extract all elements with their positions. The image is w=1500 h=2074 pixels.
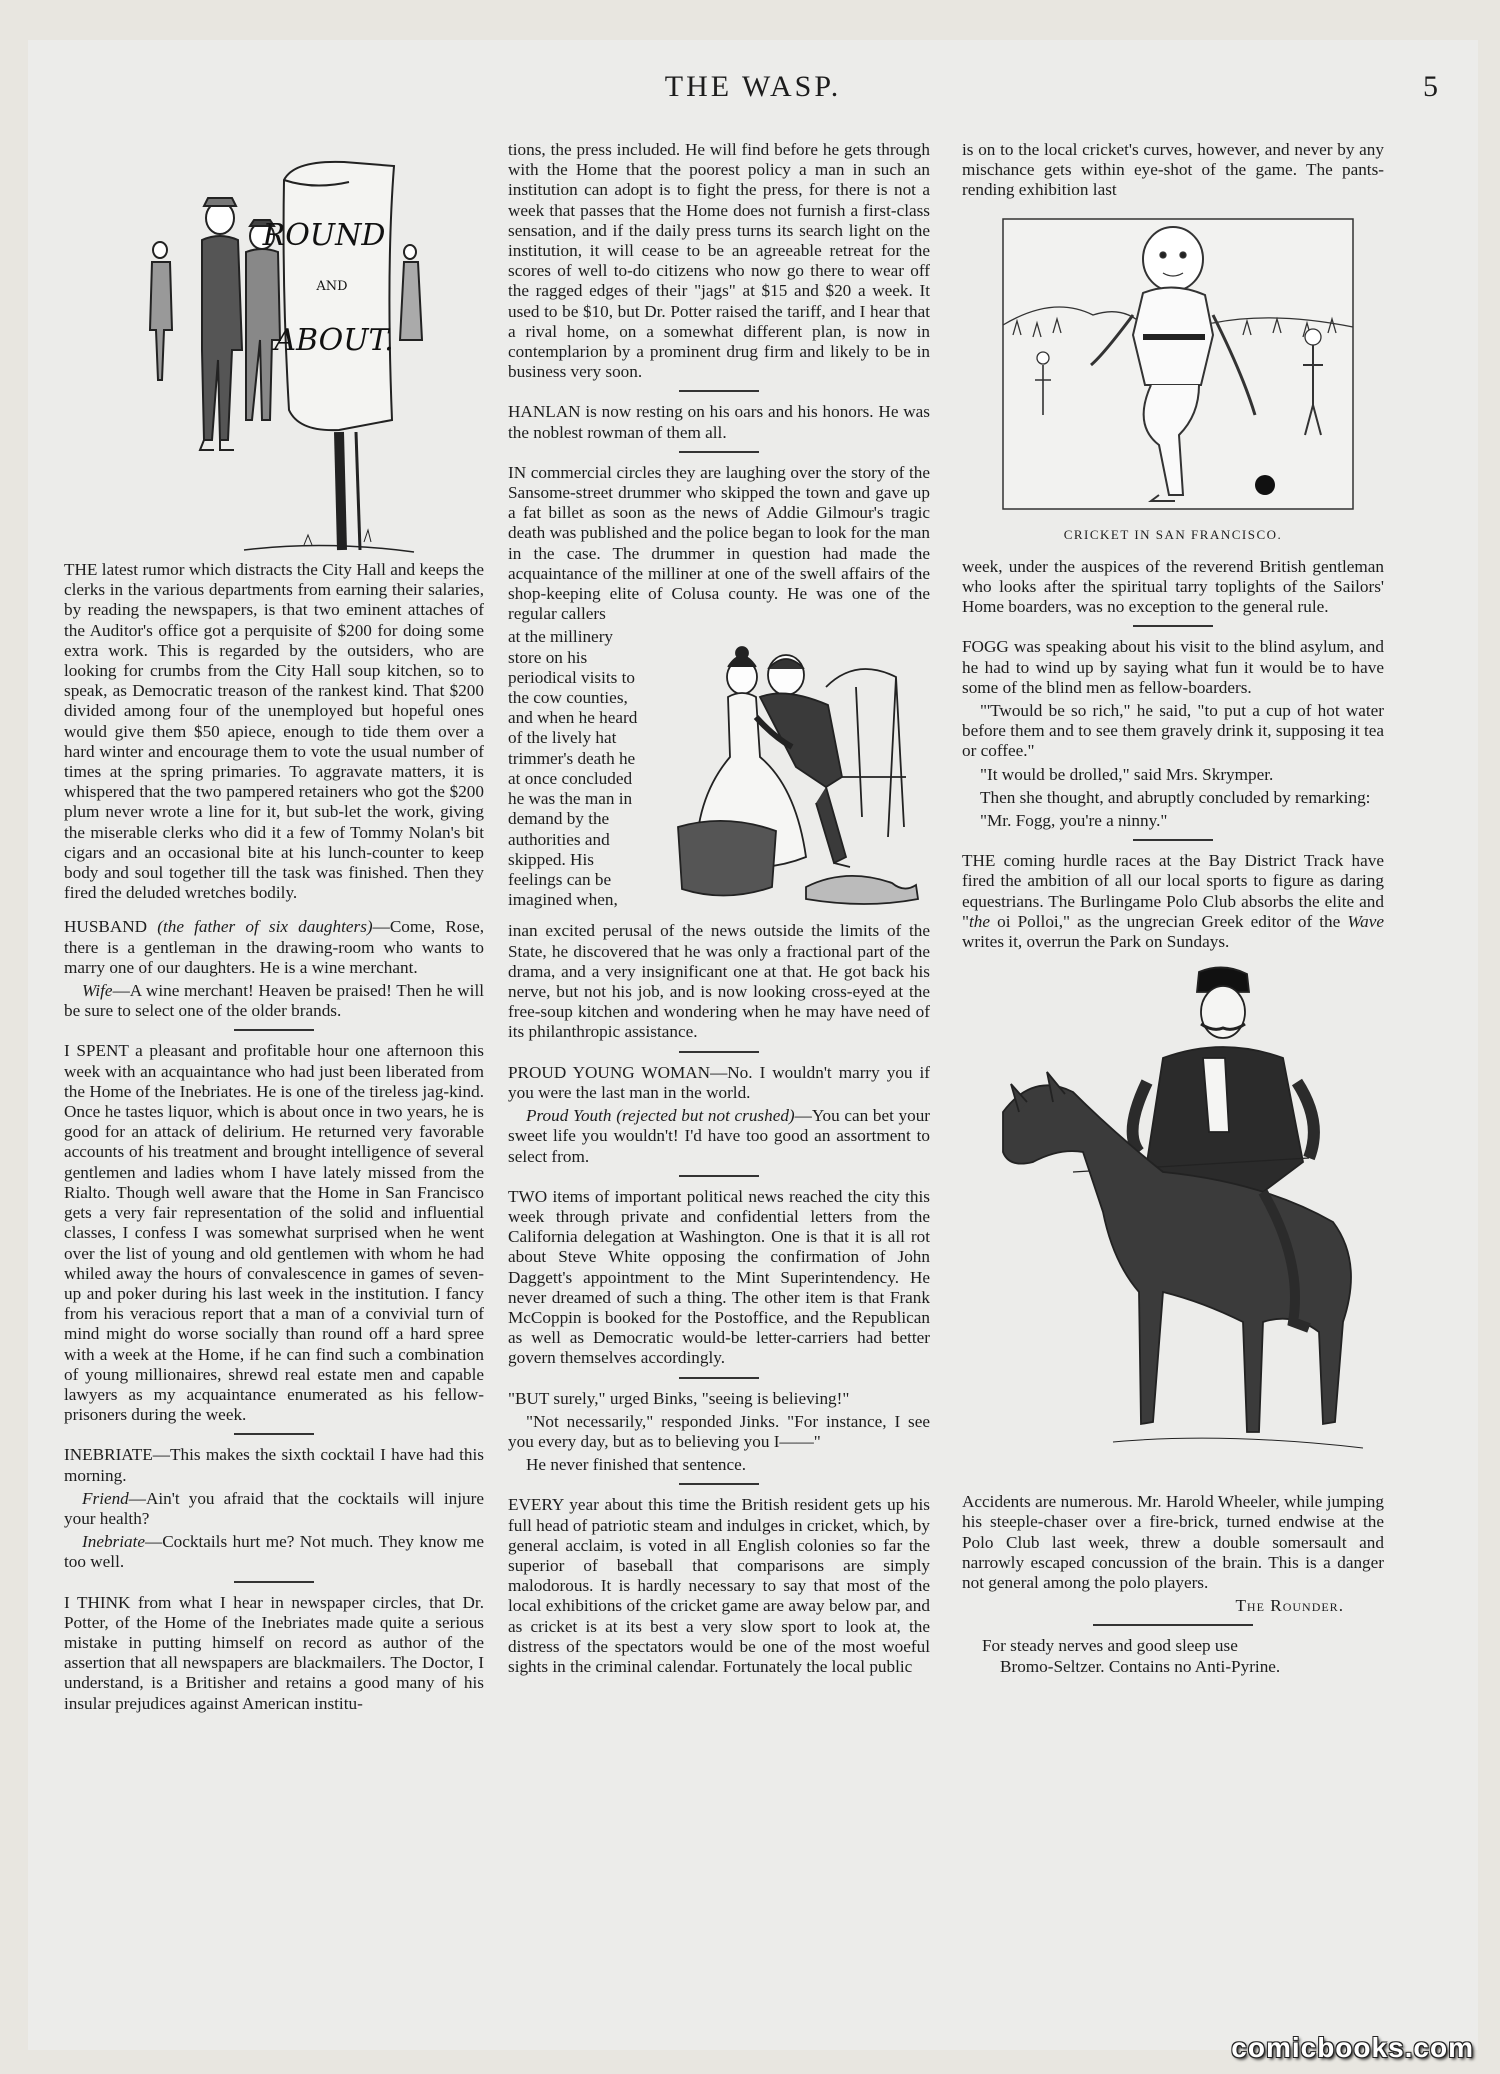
inebriate-paragraph: INEBRIATE—This makes the sixth cocktail I have had this morning.	[64, 1445, 484, 1485]
section-rule	[679, 1051, 759, 1053]
proud-youth-aside: (rejected but not crushed)	[616, 1106, 795, 1126]
section-rule	[679, 390, 759, 392]
husband-speech: —Come, Rose, there is a gentleman in the drawing-room who wants to marry one of our daughters. He is a wine merchant.	[64, 917, 484, 977]
dr-potter-paragraph: I THINK from what I hear in newspaper circles, that Dr. Potter, of the Home of the Inebriates made quite a serious mistake in putting himself on record as author of the assertion that all newspapers are blackmailers. The Doctor, I understand, is a Britisher and retains a good many of his insular prejudices against American institu-	[64, 1592, 484, 1713]
friend-speech: —Ain't you afraid that the cocktails will injure your health?	[64, 1488, 484, 1528]
horse-rider-illustration	[963, 962, 1383, 1482]
hurdle-races-paragraph	[962, 851, 1384, 952]
binks-paragraph: "BUT surely," urged Binks, "seeing is believing!"	[508, 1388, 850, 1408]
drummer-paragraph: IN commercial circles they are laughing over the story of the Sansome-street drummer who skipped the town and gave up a fat billet as soon as the news of Addie Gilmour's tragic death was published and the police began to look for the man in the case. The drummer in question had made the acquaintance of the milliner at one of the swell affairs of the shop-keeping elite of Colusa county. He was one of the regular callers	[508, 462, 930, 624]
inebriate-speech: —Cocktails hurt me? Not much. They know me too well.	[64, 1532, 484, 1572]
wife-speaker: Wife	[82, 981, 113, 1001]
cricket-caption: CRICKET IN SAN FRANCISCO.	[1063, 526, 1283, 542]
press-continuation-paragraph: tions, the press included. He will find before he gets through with the Home that the poorest policy a man in such an institution can adopt is to fight the press, for there is not a week that passes that the Home does not furnish a first-class sensation, and if the daily press turns its search light on the institution, it will cease to be an agreeable retreat for the scores of well to-do citizens who now go there to wear off the ragged edges of their "jags" at $15 and $20 a week. It used to be $10, but Dr. Potter raised the tariff, and I hear that a rival home, on a somewhat different plan, is now in contemplarion by a prominent drug firm and likely to be in business very soon.	[508, 140, 930, 382]
husband-paragraph	[64, 917, 484, 978]
page-header	[28, 70, 1478, 110]
hurdle-races-italic-the: the	[969, 911, 991, 931]
section-rule	[234, 1029, 314, 1031]
city-hall-paragraph: THE latest rumor which distracts the City Hall and keeps the clerks in the various departments from earning their salaries, by reading the newspapers, is that two eminent attaches of the Auditor's office got a perquisite of $200 for doing some extra work. This is regarded by the outsiders, who are looking for crumbs from the City Hall soup kitchen, so to speak, as Democratic treason of the rankest kind. That $200 divided among four of the unemployed but hopeful ones would give them $50 apiece, enough to tide them over a hard winter and encourage them to vote the usual number of times at the spring primaries. To aggravate matters, it is whispered that the two pampered retainers who got the $200 plum never wrote a line for it, but sub-let the work, giving the miserable clerks who did it a few of Tommy Nolan's bit cigars and an occasional bite at his lunch-counter to keep body and soul together till the task was finished. Then they fired the deluded wretches bodily.	[64, 560, 484, 903]
section-rule	[679, 1377, 759, 1379]
ninny-paragraph: "Mr. Fogg, you're a ninny."	[980, 811, 1168, 831]
banner-about: ABOUT.	[274, 323, 394, 358]
cricket-paragraph: EVERY year about this time the British resident gets up his full head of patriotic steam and indulges in cricket, which, by general acclaim, is voted in all English colonies so far the superior of baseball that comparisons are simply malodorous. It is hardly necessary to say that most of the local exhibitions of the cricket game are away below par, and as cricket is at its best a very slow sport to look at, the distress of the spectators would be one of the most woeful sights in the criminal calendar. Fortunately the local public	[508, 1495, 930, 1676]
unfinished-sentence-paragraph: He never finished that sentence.	[526, 1455, 747, 1475]
inset-block	[508, 627, 930, 921]
friend-speaker: Friend	[82, 1488, 129, 1508]
wife-speech: —A wine merchant! Heaven be praised! Then he will be sure to select one of the older brands.	[64, 981, 484, 1021]
ad-rule	[1093, 1624, 1253, 1626]
section-rule	[234, 1581, 314, 1583]
section-rule	[679, 451, 759, 453]
drummer-end-paragraph: inan excited perusal of the news outside the limits of the State, he discovered that he was only a fractional part of the drama, and a very insignificant one at that. He got back his nerve, but not his job, and is now looking cross-eyed at the free-soup kitchen and wondering when he may have need of its philanthropic assistance.	[508, 921, 930, 1042]
proud-youth-speech: —You can bet your sweet life you wouldn't! I'd have too good an assortment to select from.	[508, 1106, 931, 1166]
hanlan-paragraph: HANLAN is now resting on his oars and his honors. He was the noblest rowman of them all.	[508, 402, 930, 442]
inebriates-home-paragraph: I SPENT a pleasant and profitable hour one afternoon this week with an acquaintance who had just been liberated from the Home of the Inebriates. He is one of the tireless jag-kind. Once he tastes liquor, which is about once in two years, he is good for an attack of delirium. He returned very favorable accounts of his treatment and brought intelligence of several gentlemen and ladies whom I have lately missed from the Rialto. Though well aware that the Home in San Francisco gets a very fair representation of the solid and influential classes, I confess I was somewhat surprised when he went over the list of young and old gentlemen with whom he had whiled away the hours of convalescence in games of seven-up and poker during his last week in the institution. I fancy from his veracious report that a man of a convivial turn of mind might do worse socially than round off a hard spree with a week at the Home, if he can find such a combination of young millionaires, shrewd real estate men and capable lawyers as my acquaintance enumerated as his fellow-prisoners during the week.	[64, 1041, 484, 1425]
cricket-cartoon	[973, 215, 1373, 515]
skrymper-paragraph: "It would be drolled," said Mrs. Skrymper.	[980, 764, 1274, 784]
ad-line-2: Bromo-Seltzer. Contains no Anti-Pyrine.	[1000, 1656, 1281, 1676]
friend-paragraph	[64, 1489, 484, 1529]
wife-paragraph	[64, 981, 484, 1021]
hurdle-races-text-c: writes it, overrun the Park on Sundays.	[962, 932, 1230, 952]
section-rule	[1133, 839, 1213, 841]
husband-lead: HUSBAND	[64, 917, 148, 937]
ad-line-1: For steady nerves and good sleep use	[982, 1636, 1238, 1656]
political-news-paragraph: TWO items of important political news reached the city this week through private and confidential letters from the California delegation at Washington. One is that it is all rot about Steve White opposing the confirmation of John Daggett's appointment to the Mint Superintendency. He never dreamed of such a thing. The other item is that Frank McCoppin is booked for the Postoffice, and the Republican as well as Democratic would-be letter-carriers had better govern themselves accordingly.	[508, 1186, 930, 1368]
proud-youth-paragraph	[508, 1106, 930, 1167]
banner-round: ROUND	[262, 218, 386, 253]
inebriate-reply-paragraph	[64, 1532, 484, 1572]
section-rule	[1133, 625, 1213, 627]
author-signature: The Rounder.	[1235, 1596, 1344, 1616]
sailors-home-paragraph: week, under the auspices of the reverend British gentleman who looks after the spiritual tarry toplights of the Sailors' Home boarders, was no exception to the general rule.	[962, 556, 1384, 617]
proud-youth-speaker: Proud Youth	[526, 1106, 612, 1126]
section-rule	[679, 1175, 759, 1177]
cricket-continuation-paragraph: is on to the local cricket's curves, however, and never by any mischance gets within eye-shot of the game. The pants-rending exhibition last	[962, 140, 1384, 200]
section-rule	[234, 1433, 314, 1435]
round-and-about-illustration	[124, 140, 424, 560]
fogg-quote-paragraph: "'Twould be so rich," he said, "to put a cup of hot water before them and to see them gravely drink it, supposing it tea or coffee."	[962, 701, 1384, 761]
jinks-paragraph: "Not necessarily," responded Jinks. "For instance, I see you every day, but as to believing you I——"	[508, 1411, 930, 1451]
hurdle-races-italic-wave: Wave	[1347, 911, 1384, 931]
section-rule	[679, 1483, 759, 1485]
site-watermark: comicbooks.com	[1231, 2032, 1474, 2063]
bromo-seltzer-ad	[962, 1636, 1384, 1676]
page-number: 5	[1423, 70, 1438, 103]
inebriate-speaker: Inebriate	[82, 1532, 146, 1552]
proud-young-woman-paragraph: PROUD YOUNG WOMAN—No. I wouldn't marry you if you were the last man in the world.	[508, 1062, 930, 1102]
husband-aside: (the father of six daughters)	[157, 917, 373, 937]
hurdle-races-text-b: oi Polloi," as the ungrecian Greek editor of the	[990, 911, 1348, 931]
accidents-paragraph: Accidents are numerous. Mr. Harold Wheeler, while jumping his steeple-chaser over a fire-brick, turned endwise at the Polo Club last week, threw a double somersault and narrowly escaped concussion of the brain. This is a danger not general among the polo players.	[962, 1492, 1384, 1593]
couple-illustration	[656, 627, 930, 917]
remarking-paragraph: Then she thought, and abruptly concluded by remarking:	[980, 787, 1371, 807]
drummer-inset-text: at the millinery store on his periodical visits to the cow counties, and when he heard of the lively hat trimmer's death he at once concluded he was the man in demand by the authorities and skipped. His feelings can be imagined when,	[508, 627, 638, 910]
column-2	[508, 140, 930, 1680]
column-3	[962, 140, 1384, 1677]
hurdle-races-text-a: THE coming hurdle races at the Bay District Track have fired the ambition of all our local sports to figure as daring equestrians. The Burlingame Polo Club absorbs the elite and "	[962, 851, 1384, 931]
newspaper-page	[28, 40, 1478, 2050]
banner-and: AND	[316, 279, 348, 294]
fogg-paragraph: FOGG was speaking about his visit to the blind asylum, and he had to wind up by saying what fun it would be to have some of the blind men as fellow-boarders.	[962, 637, 1384, 697]
column-1	[64, 140, 484, 1717]
running-title: THE WASP.	[664, 70, 842, 103]
